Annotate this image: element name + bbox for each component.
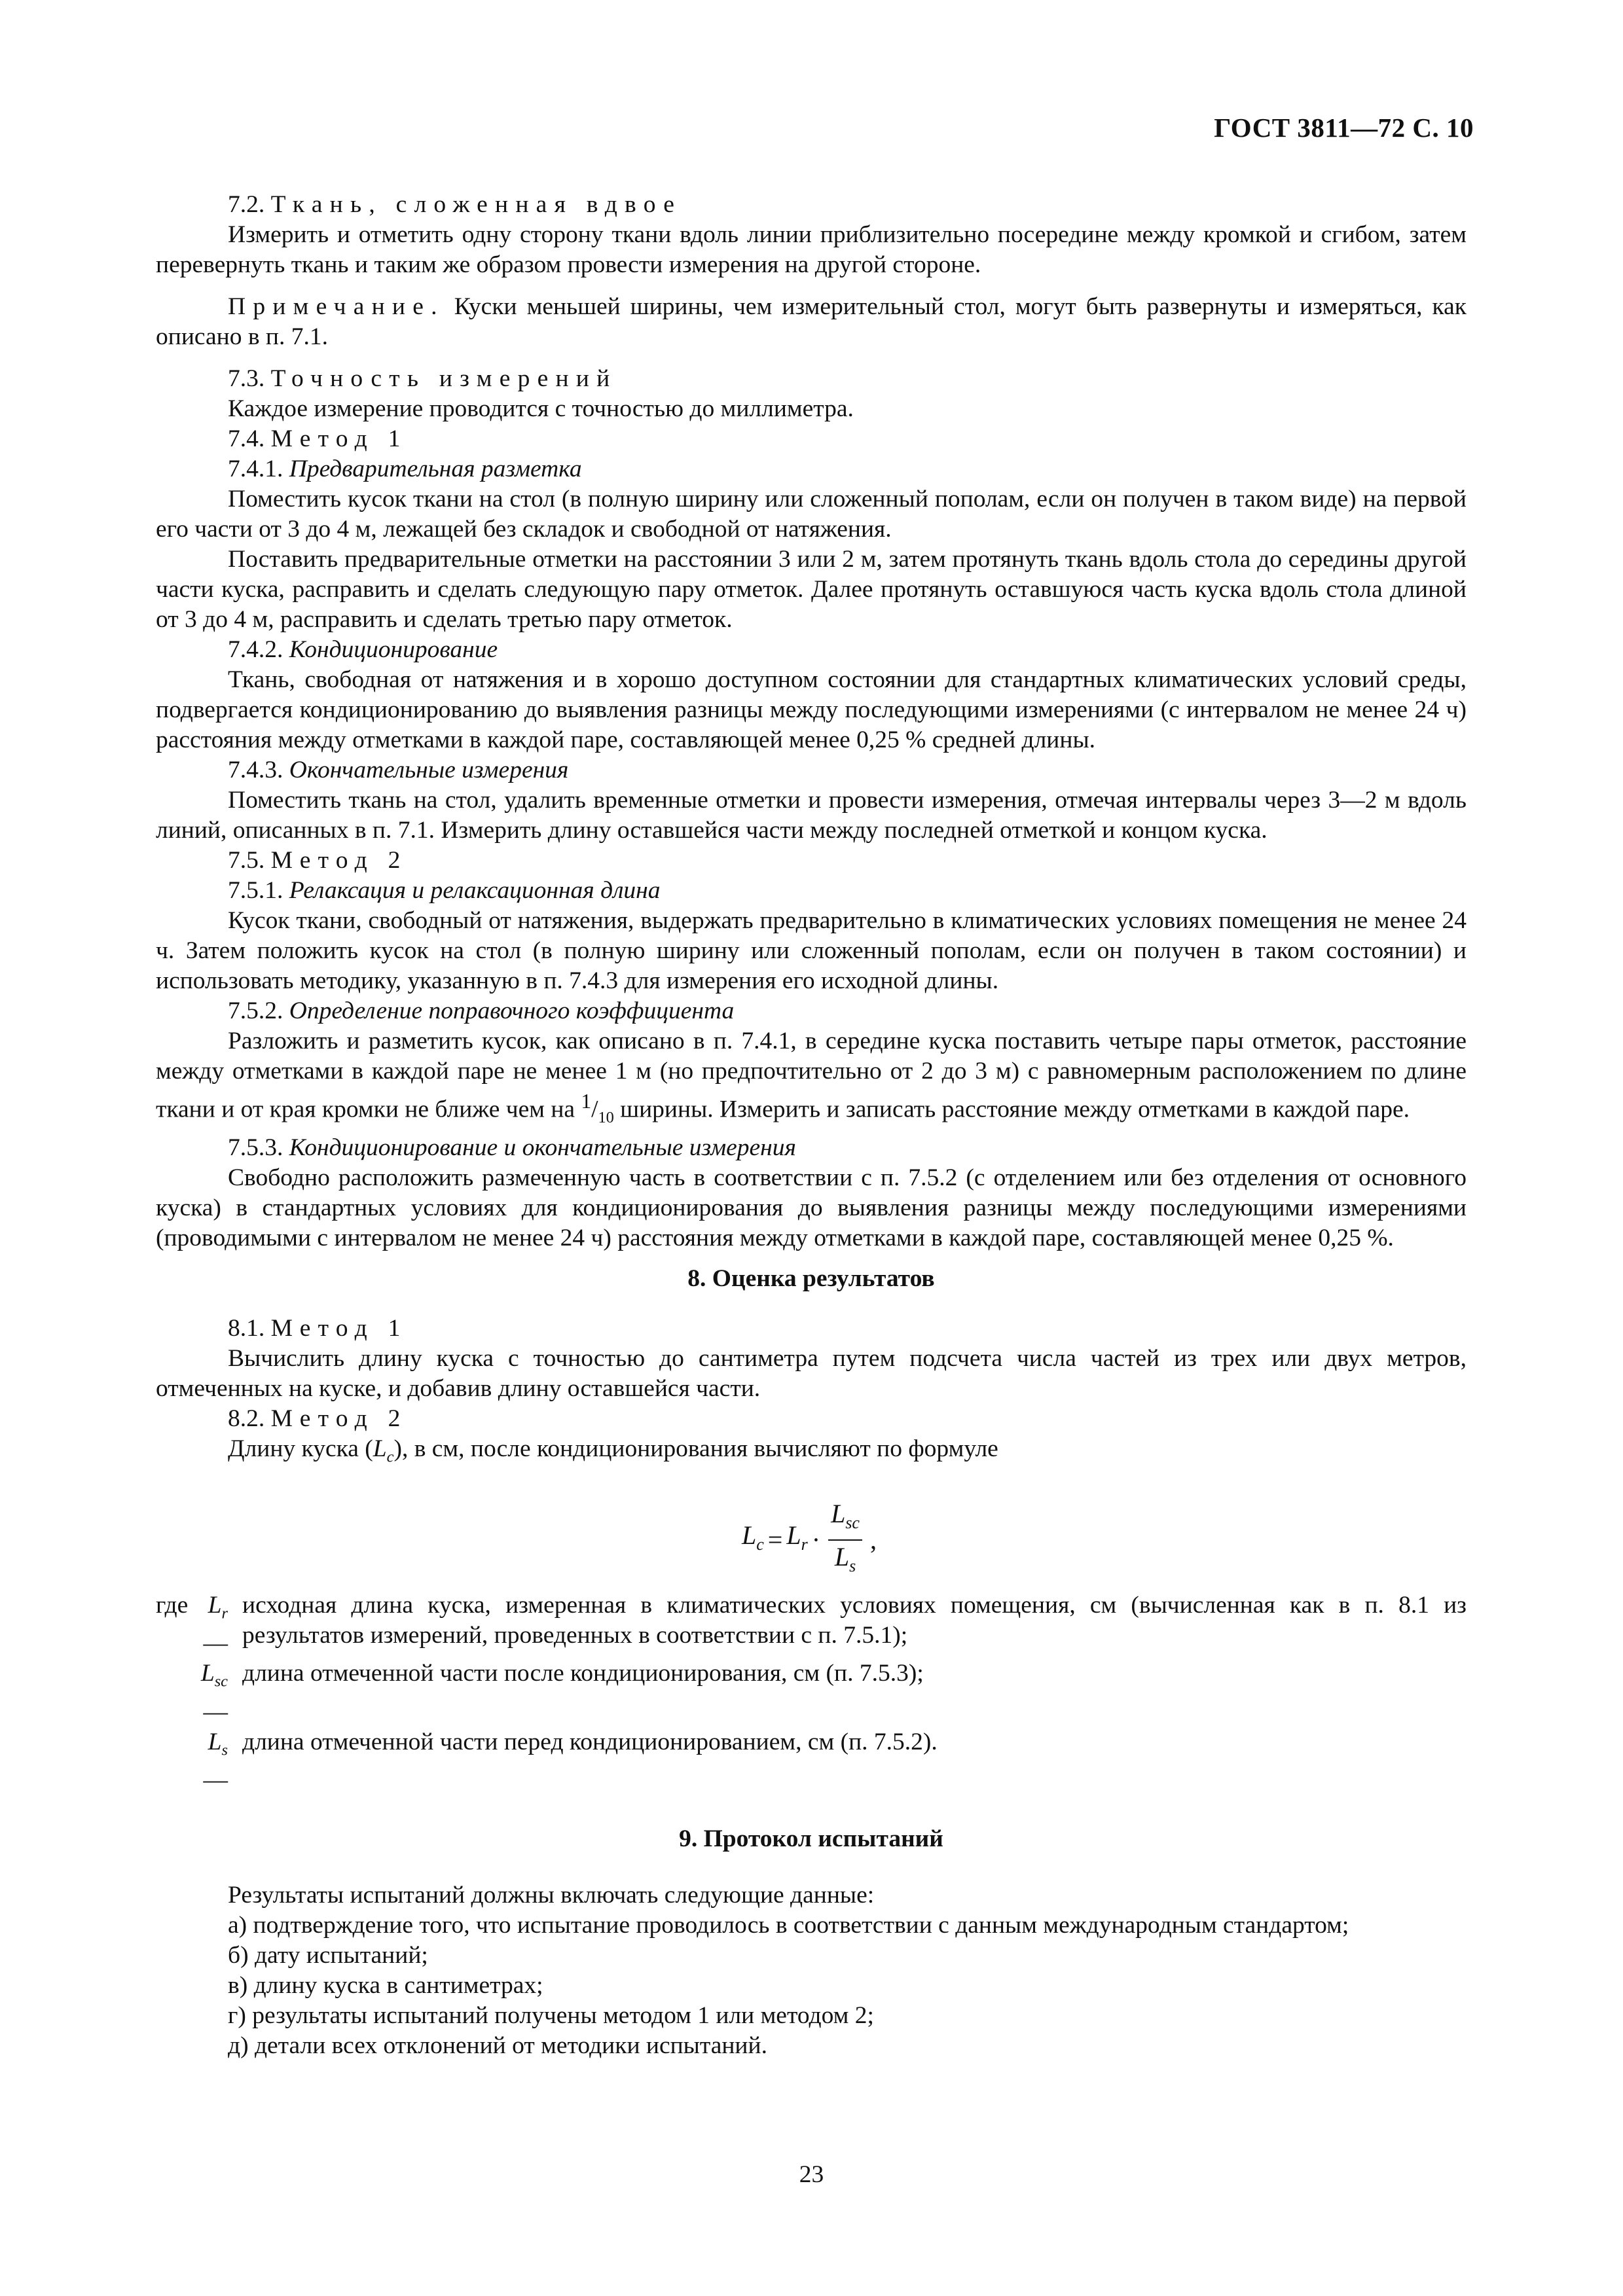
subheading-7-4-1-num: 7.4.1.: [228, 456, 283, 482]
note-7-2: [156, 292, 1467, 352]
formula-den-sym: L: [834, 1541, 850, 1571]
def-2-dash: —: [203, 1767, 228, 1793]
heading-8-1-text: Метод 1: [270, 1315, 408, 1342]
formula-denominator: [835, 1541, 856, 1581]
subheading-7-5-3-title: Кондиционирование и окончательные измерения: [289, 1134, 796, 1161]
def-2-text: длина отмеченной части перед кондиционированием, см (п. 7.5.2).: [242, 1728, 938, 1755]
heading-8-1-num: 8.1.: [228, 1315, 265, 1342]
fraction-numerator: 1: [581, 1090, 592, 1113]
heading-8-2: [156, 1404, 1467, 1434]
def-1-text: длина отмеченной части после кондиционирования, см (п. 7.5.3);: [242, 1660, 924, 1687]
heading-8-2-text: Метод 2: [270, 1405, 408, 1432]
para-7-4-1-b: Поставить предварительные отметки на расстоянии 3 или 2 м, затем протянуть ткань вдоль стола до середины другой части куска, расправить и сделать следующую пару отметок. Далее протянуть оставшуюся часть куска вдоль стола длиной от 3 до 4 м, расправить и сделать третью пару отметок.: [156, 546, 1467, 633]
subheading-7-4-2: [156, 635, 1467, 665]
subheading-7-5-2-num: 7.5.2.: [228, 997, 283, 1024]
subheading-7-5-2-title: Определение поправочного коэффициента: [289, 997, 735, 1024]
para-7-4-2: Ткань, свободная от натяжения и в хорошо доступном состоянии для стандартных климатических условий среды, подвергается кондиционированию до выявления разницы между последующими измерениями (с интервалом не менее 24 ч) расстояния между отметками в каждой паре, составляющей менее 0,25 % средней длины.: [156, 666, 1467, 753]
subheading-7-5-3-num: 7.5.3.: [228, 1134, 283, 1161]
subheading-7-4-3-num: 7.4.3.: [228, 757, 283, 783]
heading-7-5-text: Метод 2: [270, 847, 408, 874]
para-8-2-a: Длину куска (: [228, 1435, 373, 1462]
subheading-7-4-1-title: Предварительная разметка: [289, 456, 582, 482]
formula-num-sym: L: [831, 1498, 846, 1528]
fraction-denominator: 10: [598, 1109, 614, 1126]
symbol-l: L: [373, 1435, 387, 1462]
para-7-5-3: Свободно расположить размеченную часть в соответствии с п. 7.5.2 (с отделением или без отделения от основного куска) в стандартных условиях для кондиционирования до выявления разницы между последующими измерениями (проводимыми с интервалом не менее 24 ч) расстояния между отметками в каждой паре, составляющей менее 0,25 %.: [156, 1164, 1467, 1251]
heading-7-5-num: 7.5.: [228, 847, 265, 874]
para-7-5-2-b: ширины. Измерить и записать расстояние между отметками в каждой паре.: [613, 1096, 1410, 1123]
def-0-sym: L: [208, 1591, 222, 1619]
note-label: Примечание.: [228, 293, 445, 320]
definition-row: [156, 1659, 1467, 1727]
definition-row: [156, 1590, 1467, 1659]
para-7-5-2: Разложить и разметить кусок, как описано в п. 7.4.1, в середине куска поставить четыре пары отметок, расстояние между отметками в каждой паре не менее 1 м (но предпочтительно от 2 до 3 м) с равномерным расположением по длине ткани и от края кромки не ближе чем на $^1/_{10}$ ширины. Измерить и записать расстояние между отметками в каждой паре.: [156, 1028, 1467, 1126]
heading-7-4-text: Метод 1: [270, 425, 408, 452]
subheading-7-4-3-title: Окончательные измерения: [289, 757, 569, 783]
section-9-title: 9. Протокол испытаний: [679, 1825, 943, 1852]
heading-8-1: [156, 1314, 1467, 1344]
para-8-2-b: ), в см, после кондиционирования вычисляют по формуле: [393, 1435, 998, 1462]
heading-7-2: [156, 190, 1467, 220]
formula-lhs-sym: L: [742, 1520, 757, 1550]
formula-eq: =: [767, 1524, 783, 1554]
heading-7-3: [156, 364, 1467, 394]
def-2-sym: L: [208, 1728, 222, 1755]
para-7-3-body: Каждое измерение проводится с точностью до миллиметра.: [228, 395, 854, 422]
formula-dot: ·: [811, 1524, 821, 1554]
para-8-2: [156, 1434, 1467, 1473]
def-1-sub: sc: [214, 1672, 228, 1691]
heading-7-4-num: 7.4.: [228, 425, 265, 452]
para-7-4-1-a: Поместить кусок ткани на стол (в полную ширину или сложенный пополам, если он получен в таком виде) на первой его части от 3 до 4 м, лежащей без складок и свободной от натяжения.: [156, 486, 1467, 543]
formula-r: [786, 1520, 807, 1560]
subheading-7-4-3: [156, 755, 1467, 785]
def-0-text: исходная длина куска, измеренная в климатических условиях помещения, см (вычисленная как в п. 8.1 из результатов измерений, проведенных в соответствии с п. 7.5.1);: [242, 1591, 1467, 1649]
formula: [156, 1479, 1467, 1577]
heading-7-3-text: Точность измерений: [270, 365, 617, 392]
page-header: ГОСТ 3811—72 С. 10: [1214, 113, 1474, 143]
formula-lhs-sub: c: [756, 1534, 764, 1554]
heading-7-2-num: 7.2.: [228, 191, 265, 218]
page-number: 23: [799, 2161, 824, 2188]
formula-fraction: [828, 1499, 862, 1581]
subheading-7-5-3: [156, 1133, 1467, 1163]
heading-7-5: [156, 846, 1467, 876]
heading-7-2-text: Ткань, сложенная вдвое: [270, 191, 682, 218]
section-8-title: 8. Оценка результатов: [687, 1265, 935, 1292]
subheading-7-5-2: [156, 996, 1467, 1026]
list-item: а) подтверждение того, что испытание проводилось в соответствии с данным международным стандартом;: [228, 1912, 1349, 1939]
def-0-sub: r: [221, 1604, 228, 1622]
para-7-5-1: Кусок ткани, свободный от натяжения, выдержать предварительно в климатических условиях помещения не менее 24 ч. Затем положить кусок на стол (в полную ширину или сложенный пополам, если он получен в таком состоянии) и использовать методику, указанную в п. 7.4.3 для измерения его исходной длины.: [156, 907, 1467, 994]
formula-definitions: [156, 1590, 1467, 1796]
subheading-7-4-2-num: 7.4.2.: [228, 636, 283, 663]
subheading-7-5-1-num: 7.5.1.: [228, 877, 283, 904]
formula-r-sub: r: [801, 1534, 808, 1554]
where-label: где: [156, 1591, 189, 1619]
formula-tail: ,: [869, 1524, 877, 1554]
formula-numerator: [828, 1499, 862, 1541]
def-1-sym: L: [200, 1660, 215, 1687]
heading-7-3-num: 7.3.: [228, 365, 265, 392]
formula-expression: [742, 1499, 877, 1581]
para-9-intro: Результаты испытаний должны включать следующие данные:: [228, 1882, 875, 1909]
heading-8-2-num: 8.2.: [228, 1405, 265, 1432]
formula-num-sub: sc: [845, 1513, 860, 1532]
subheading-7-5-1-title: Релаксация и релаксационная длина: [289, 877, 661, 904]
subheading-7-5-1: [156, 876, 1467, 906]
def-1-dash: —: [203, 1698, 228, 1725]
definition-symbol: [192, 1727, 233, 1796]
para-7-4-3: Поместить ткань на стол, удалить временные отметки и провести измерения, отмечая интервалы через 3—2 м вдоль линий, описанных в п. 7.1. Измерить длину оставшейся части между последней отметкой и концом куска.: [156, 787, 1467, 844]
list-item: б) дату испытаний;: [228, 1942, 428, 1969]
formula-lhs: [742, 1520, 764, 1560]
formula-r-sym: L: [786, 1520, 801, 1550]
subheading-7-4-2-title: Кондиционирование: [289, 636, 498, 663]
para-8-1: Вычислить длину куска с точностью до сантиметра путем подсчета числа частей из трех или двух метров, отмеченных на куске, и добавив длину оставшейся части.: [156, 1345, 1467, 1402]
list-item: д) детали всех отклонений от методики испытаний.: [228, 2032, 767, 2059]
heading-7-4: [156, 424, 1467, 454]
def-0-dash: —: [203, 1630, 228, 1657]
para-7-5-2-a: Разложить и разметить кусок, как описано в п. 7.4.1, в середине куска поставить четыре пары отметок, расстояние между отметками в каждой паре не менее 1 м (но предпочтительно от 2 до 3 м) с равномерным расположением по длине ткани и от края кромки не ближе чем на: [156, 1028, 1467, 1123]
def-2-sub: s: [221, 1741, 228, 1759]
para-7-2-body: Измерить и отметить одну сторону ткани вдоль линии приблизительно посередине между кромкой и сгибом, затем перевернуть ткань и таким же образом провести измерения на другой стороне.: [156, 221, 1467, 278]
list-item: г) результаты испытаний получены методом 1 или методом 2;: [228, 2002, 874, 2029]
definition-symbol: [192, 1590, 233, 1659]
symbol-l-sub: c: [386, 1448, 394, 1466]
formula-den-sub: s: [849, 1556, 856, 1575]
subheading-7-4-1: [156, 454, 1467, 484]
list-item: в) длину куска в сантиметрах;: [228, 1972, 543, 1999]
definition-symbol: [192, 1659, 233, 1727]
note-text: Куски меньшей ширины, чем измерительный стол, могут быть развернуты и измеряться, как описано в п. 7.1.: [156, 293, 1467, 350]
definition-row: [156, 1727, 1467, 1796]
page-content: [156, 190, 1467, 2061]
